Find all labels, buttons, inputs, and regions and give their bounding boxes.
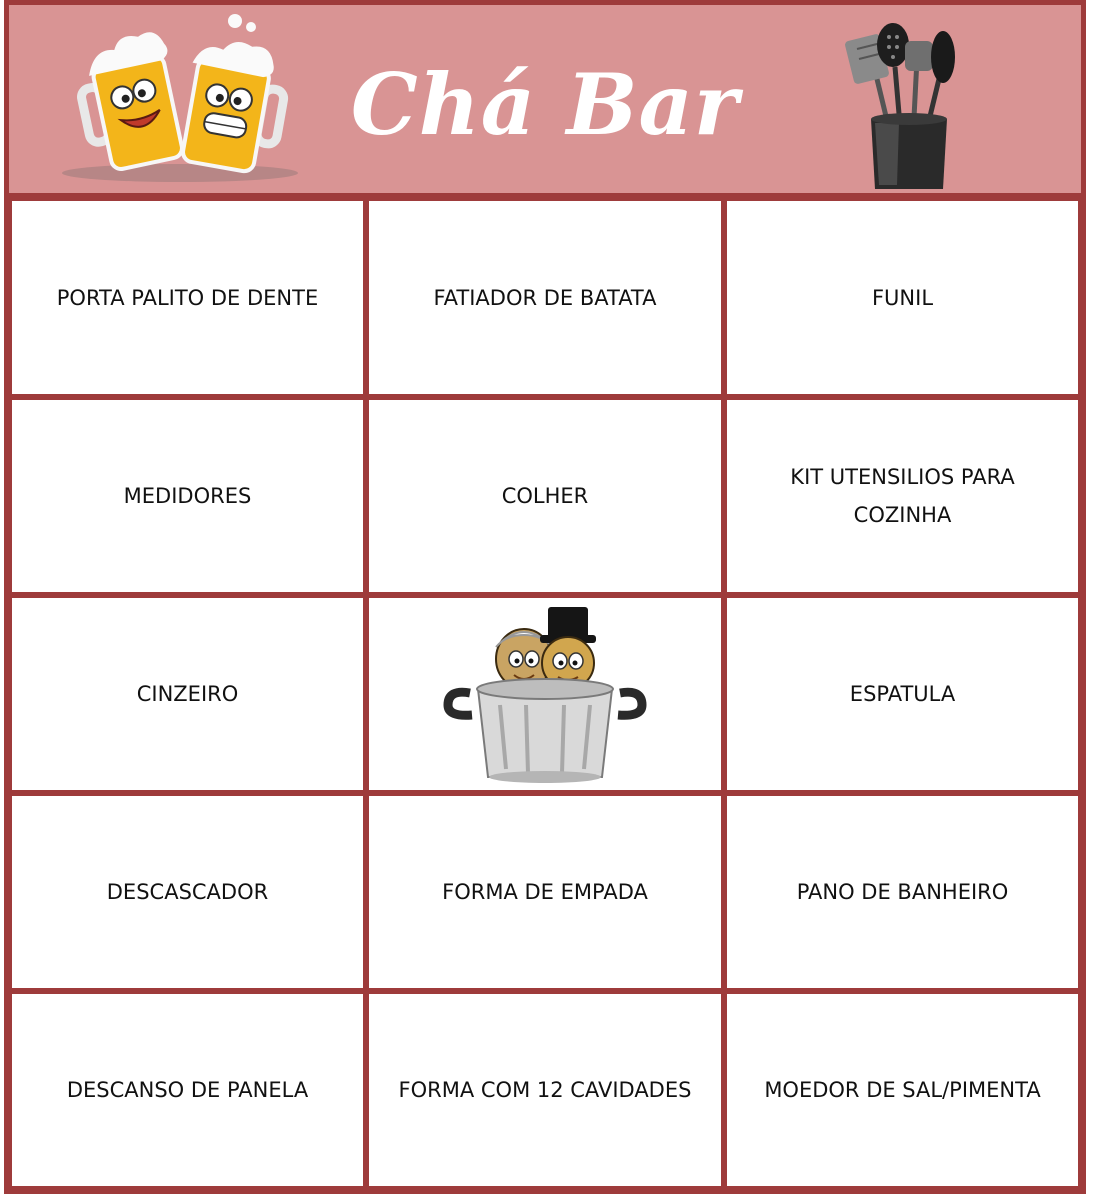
bingo-cell[interactable] <box>724 397 1081 595</box>
beer-mugs-cheers-icon <box>55 9 305 185</box>
bingo-card <box>4 0 1086 1194</box>
bingo-cell[interactable] <box>9 595 366 793</box>
bingo-cell[interactable] <box>366 198 724 397</box>
bingo-cell[interactable] <box>366 793 724 991</box>
page-title: Chá Bar <box>350 55 740 154</box>
bingo-grid <box>9 198 1081 1189</box>
cell-label: MEDIDORES <box>123 484 252 508</box>
cell-label: PORTA PALITO DE DENTE <box>56 285 319 310</box>
card-header <box>9 5 1081 198</box>
bingo-cell[interactable] <box>9 397 366 595</box>
cell-label: MOEDOR DE SAL/PIMENTA <box>764 1078 1041 1102</box>
cell-label: CINZEIRO <box>136 682 239 706</box>
cell-label: ESPATULA <box>849 682 956 706</box>
bingo-cell-free[interactable] <box>366 595 724 793</box>
bingo-cell[interactable] <box>366 991 724 1189</box>
cell-label: FATIADOR DE BATATA <box>433 285 657 310</box>
cell-label: DESCANSO DE PANELA <box>66 1078 309 1102</box>
cell-label: KIT UTENSILIOS PARA COZINHA <box>790 465 1015 527</box>
cell-label: PANO DE BANHEIRO <box>796 880 1009 904</box>
bingo-cell[interactable] <box>9 793 366 991</box>
cell-label: COLHER <box>501 484 589 508</box>
kitchen-utensils-holder-icon <box>839 19 969 193</box>
bingo-cell[interactable] <box>366 397 724 595</box>
bingo-cell[interactable] <box>9 991 366 1189</box>
cell-label: FORMA DE EMPADA <box>442 880 648 904</box>
bingo-cell[interactable] <box>724 793 1081 991</box>
bingo-cell[interactable] <box>724 198 1081 397</box>
cell-label: FUNIL <box>871 285 934 310</box>
bingo-cell[interactable] <box>9 198 366 397</box>
bingo-cell[interactable] <box>724 991 1081 1189</box>
bride-groom-in-pot-icon <box>440 601 650 787</box>
cell-label: DESCASCADOR <box>106 880 269 904</box>
cell-label: FORMA COM 12 CAVIDADES <box>398 1078 692 1102</box>
bingo-cell[interactable] <box>724 595 1081 793</box>
